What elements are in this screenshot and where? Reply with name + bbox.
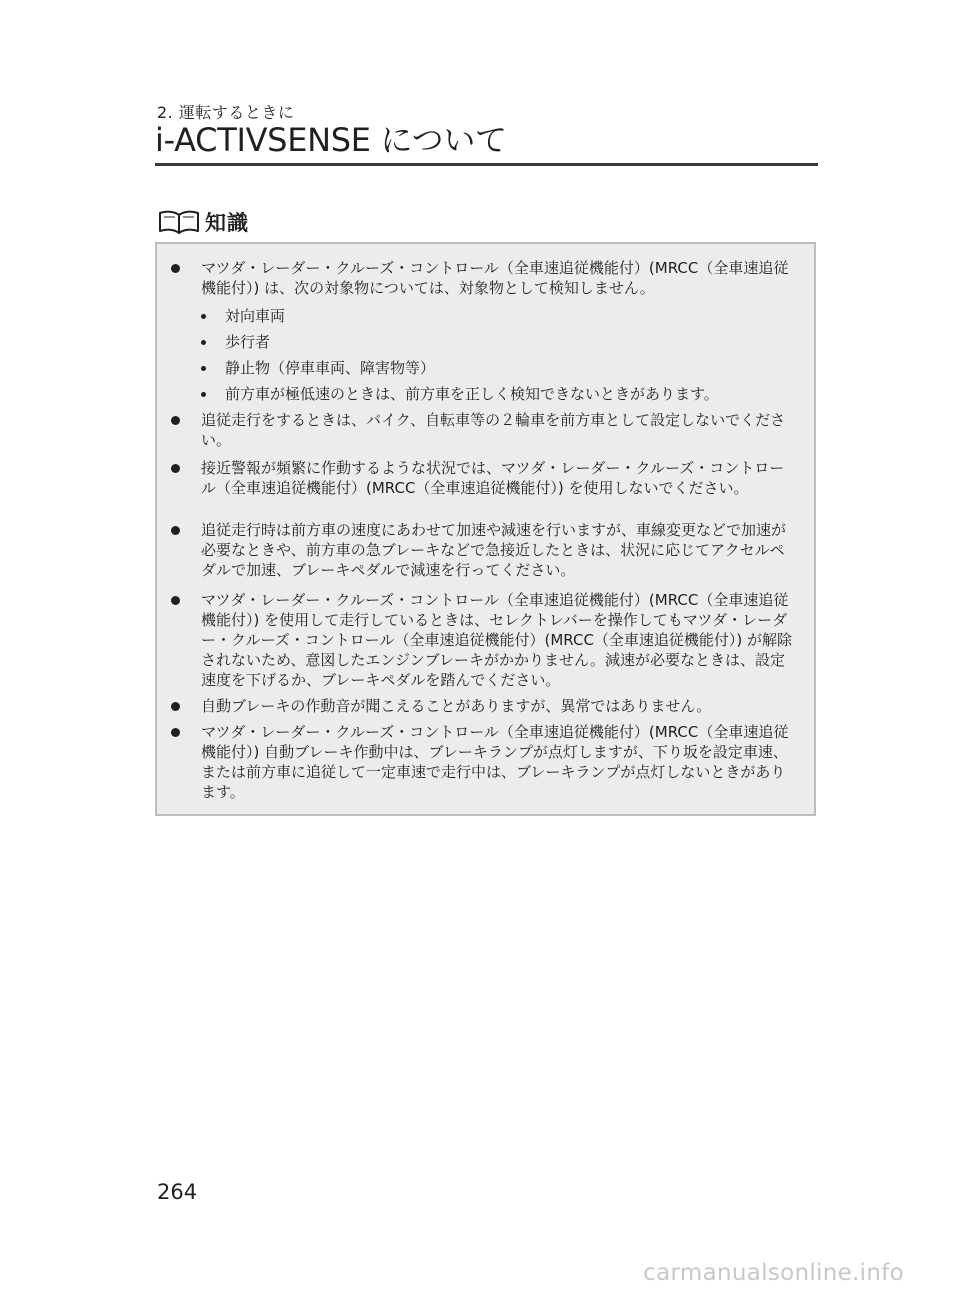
bullet-icon: [171, 416, 180, 425]
note-text: 追従走行をするときは、バイク、自転車等の２輪車を前方車として設定しないでください。: [201, 411, 786, 449]
bullet-icon: [171, 596, 180, 605]
note-text: マツダ・レーダー・クルーズ・コントロール（全車速追従機能付）(MRCC（全車速追従機能付）) を使用して走行しているときは、セレクトレバーを操作してもマツダ・レーダー・クルーズ・コントロール（全車速追従機能付）(MRCC（全車速追従機能付）) が解除されないため、意図したエンジンブレーキがかかりません。減速が必要なときは、設定速度を下げるか、ブレーキペダルを踏んでください。: [201, 591, 793, 689]
note-text: マツダ・レーダー・クルーズ・コントロール（全車速追従機能付）(MRCC（全車速追従機能付）) 自動ブレーキ作動中は、ブレーキランプが点灯しますが、下り坂を設定車速、または前方車に追従して一定車速で走行中は、ブレーキランプが点灯しないときがあります。: [201, 723, 789, 801]
knowledge-box: [155, 242, 816, 816]
bullet-icon: [171, 526, 180, 535]
page-number: 264: [157, 1180, 198, 1204]
bullet-icon: [171, 464, 180, 473]
bullet-icon: [171, 702, 180, 711]
page-title: i-ACTIVSENSE について: [155, 121, 507, 159]
note-text: 前方車が極低速のときは、前方車を正しく検知できないときがあります。: [225, 385, 719, 403]
note-text: マツダ・レーダー・クルーズ・コントロール（全車速追従機能付）(MRCC（全車速追従機能付）) は、次の対象物については、対象物として検知しません。: [201, 259, 789, 297]
dot-icon: [201, 314, 206, 319]
note-text: 歩行者: [225, 333, 271, 351]
watermark: carmanualsonline.info: [643, 1260, 904, 1286]
knowledge-heading: [157, 209, 249, 235]
dot-icon: [201, 392, 206, 397]
note-text: 接近警報が頻繁に作動するような状況では、マツダ・レーダー・クルーズ・コントロール（全車速追従機能付）(MRCC（全車速追従機能付）) を使用しないでください。: [201, 459, 785, 497]
open-book-icon: [157, 209, 201, 235]
note-text: 対向車両: [225, 307, 286, 325]
note-text: 自動ブレーキの作動音が聞こえることがありますが、異常ではありません。: [201, 697, 712, 715]
bullet-icon: [171, 728, 180, 737]
note-text: 静止物（停車車両、障害物等）: [225, 359, 436, 377]
title-rule: [155, 163, 818, 166]
dot-icon: [201, 340, 206, 345]
dot-icon: [201, 366, 206, 371]
bullet-icon: [171, 264, 180, 273]
knowledge-label: 知識: [205, 211, 249, 235]
section-label: 2. 運転するときに: [157, 103, 295, 122]
note-text: 追従走行時は前方車の速度にあわせて加速や減速を行いますが、車線変更などで加速が必要なときや、前方車の急ブレーキなどで急接近したときは、状況に応じてアクセルペダルで加速、ブレーキペダルで減速を行ってください。: [201, 521, 787, 579]
